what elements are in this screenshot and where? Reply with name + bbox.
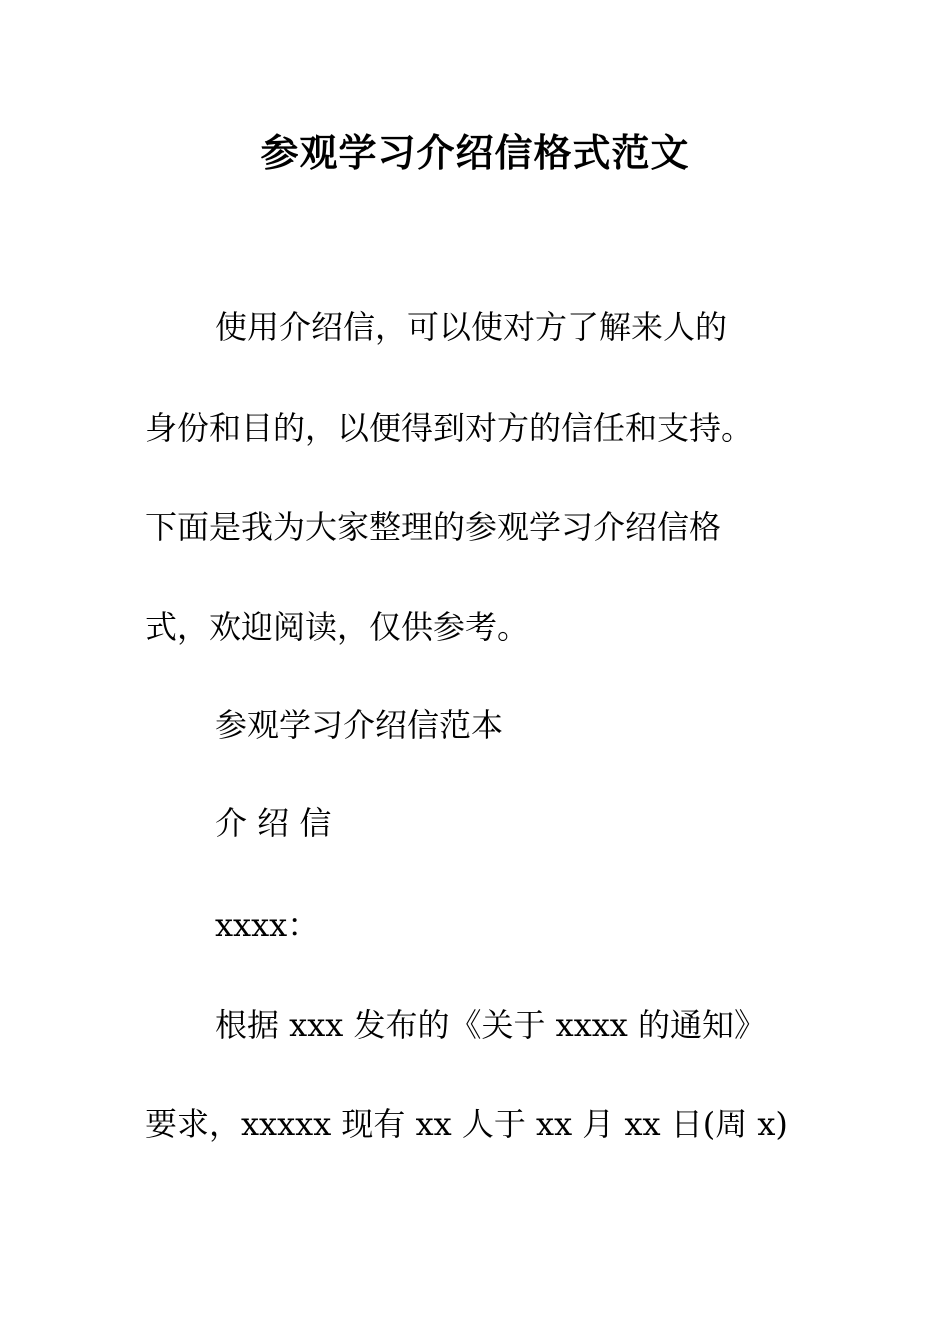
body-line-1: 根据 xxx 发布的《关于 xxxx 的通知》 xyxy=(215,1006,767,1044)
intro-line-1: 使用介绍信，可以使对方了解来人的 xyxy=(215,308,728,346)
document-title: 参观学习介绍信格式范文 xyxy=(260,131,690,175)
intro-line-4: 式，欢迎阅读，仅供参考。 xyxy=(145,608,530,646)
sample-heading: 参观学习介绍信范本 xyxy=(215,706,504,744)
intro-line-2: 身份和目的，以便得到对方的信任和支持。 xyxy=(145,409,754,447)
body-line-2: 要求，xxxxx 现有 xx 人于 xx 月 xx 日(周 x) xyxy=(145,1105,788,1143)
letter-heading: 介 绍 信 xyxy=(215,804,332,842)
salutation: xxxx： xyxy=(215,906,320,944)
intro-line-3: 下面是我为大家整理的参观学习介绍信格 xyxy=(145,508,722,546)
